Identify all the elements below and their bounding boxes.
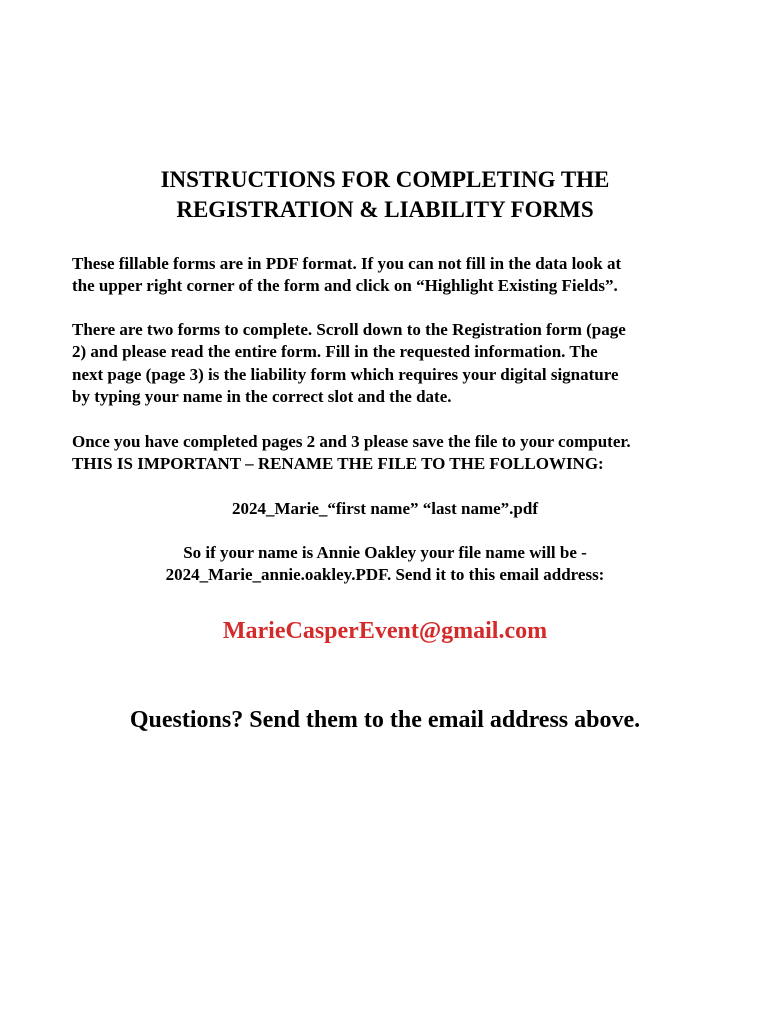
example-line-2: 2024_Marie_annie.oakley.PDF. Send it to this email address: — [165, 565, 605, 584]
title-line-2: REGISTRATION & LIABILITY FORMS — [176, 197, 594, 222]
paragraph-save-file — [72, 431, 712, 476]
paragraph-line: These fillable forms are in PDF format. If you can not fill in the data look at — [72, 254, 622, 273]
title-line-1: INSTRUCTIONS FOR COMPLETING THE — [160, 167, 610, 192]
paragraph-line: THIS IS IMPORTANT – RENAME THE FILE TO THE FOLLOWING: — [72, 454, 604, 474]
questions-note: Questions? Send them to the email address above. — [129, 707, 641, 733]
page-title — [0, 165, 770, 225]
paragraph-two-forms — [72, 319, 712, 409]
filename-format: 2024_Marie_“first name” “last name”.pdf — [232, 499, 538, 518]
example-line-1: So if your name is Annie Oakley your file name will be - — [183, 543, 587, 562]
paragraph-line: 2) and please read the entire form. Fill in the requested information. The — [72, 342, 598, 362]
paragraph-pdf-format — [72, 253, 712, 298]
paragraph-line: There are two forms to complete. Scroll down to the Registration form (page — [72, 320, 626, 339]
email-address: MarieCasperEvent@gmail.com — [222, 618, 548, 644]
paragraph-line: Once you have completed pages 2 and 3 please save the file to your computer. — [72, 432, 631, 451]
paragraph-line: next page (page 3) is the liability form which requires your digital signature — [72, 364, 619, 384]
paragraph-line: the upper right corner of the form and click on “Highlight Existing Fields”. — [72, 276, 618, 296]
paragraph-line: by typing your name in the correct slot and the date. — [72, 387, 452, 407]
